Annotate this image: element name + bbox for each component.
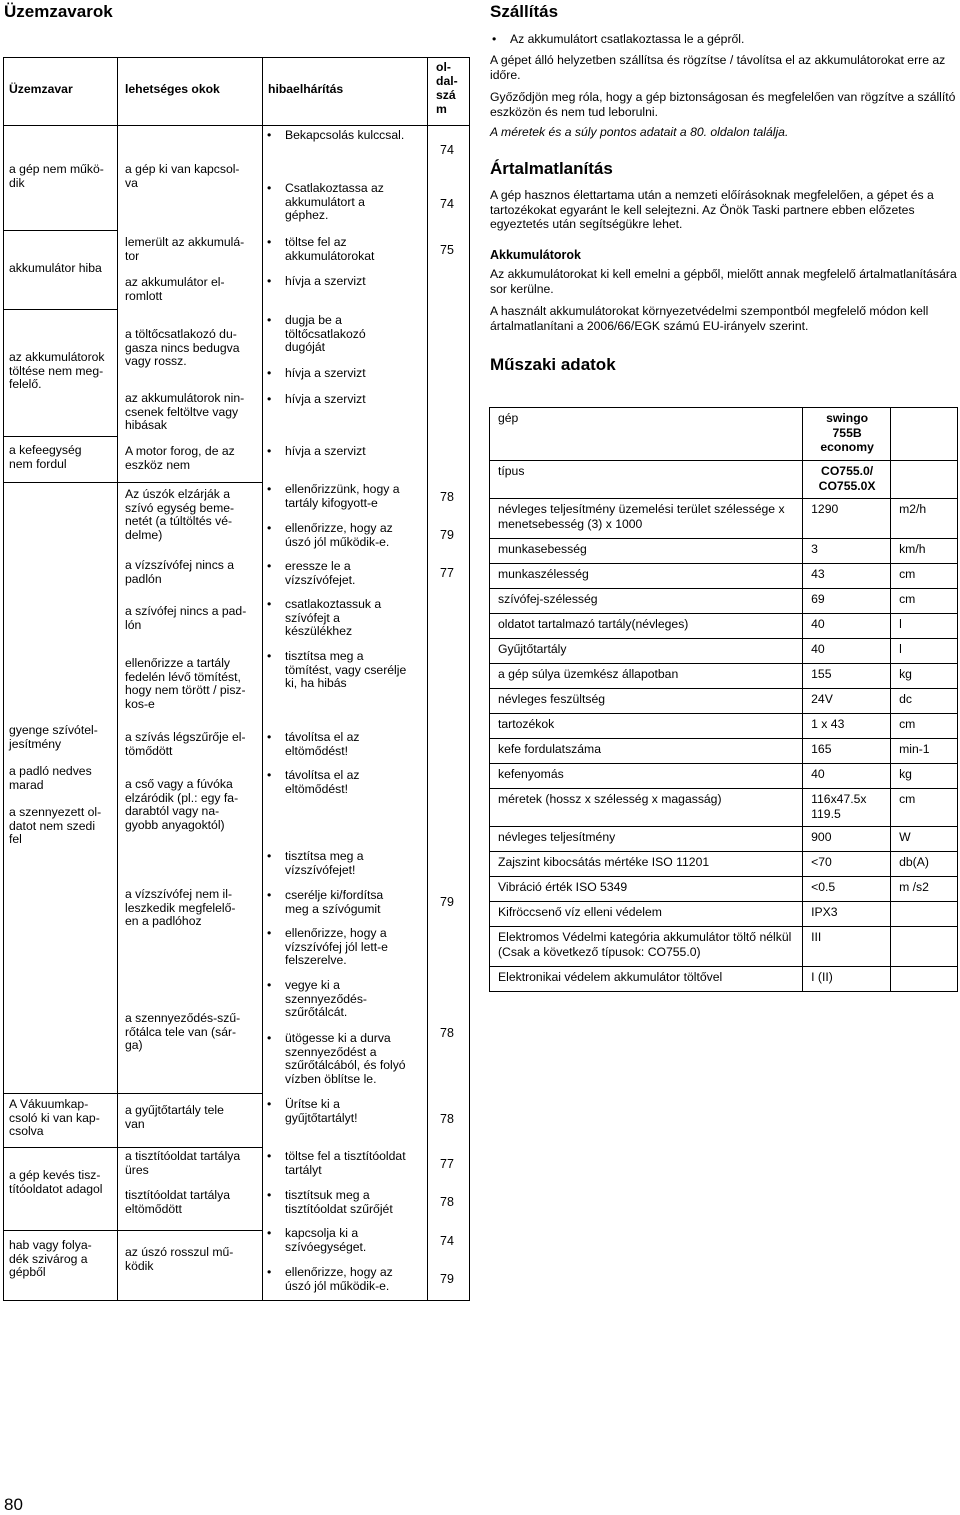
spec-label: Elektronikai védelem akkumulátor töltővel <box>490 967 803 992</box>
spec-row <box>490 827 958 852</box>
fault-item: az akkumulátorok töltése nem meg- felelő. <box>9 350 105 391</box>
battery-paragraph: Az akkumulátorokat ki kell emelni a gépből, mielőtt annak megfelelő ártalmatlanítására sor kerülne. <box>490 267 957 296</box>
spec-label: méretek (hossz x szélesség x magasság) <box>490 789 803 827</box>
remedy-item: • töltse fel a tisztítóoldat tartályt <box>265 1150 406 1177</box>
spec-unit: cm <box>891 789 958 827</box>
row-separator <box>117 482 263 483</box>
page-ref: 75 <box>440 243 454 257</box>
page-ref: 79 <box>440 528 454 542</box>
spec-label: Zajszint kibocsátás mértéke ISO 11201 <box>490 852 803 877</box>
spec-label: Gyűjtőtartály <box>490 639 803 664</box>
cause-item: tisztítóoldat tartálya eltömődött <box>125 1188 230 1216</box>
spec-unit <box>891 461 958 499</box>
fault-item: a gép nem műkö- dik <box>9 162 104 190</box>
cause-item: az akkumulátor el- romlott <box>125 275 225 303</box>
fault-item: a gép kevés tisz- títóoldatot adagol <box>9 1168 103 1196</box>
row-separator <box>117 1230 263 1231</box>
spec-label: oldatot tartalmazó tartály(névleges) <box>490 614 803 639</box>
spec-label: kefenyomás <box>490 764 803 789</box>
fault-item: a szennyezett ol- datot nem szedi fel <box>9 805 102 846</box>
battery-paragraph: A használt akkumulátorokat környezetvédelmi szempontból megfelelő módon kell ártalmatlanítani a 2006/66/EGK számú EU-irányelv szerint. <box>490 304 929 333</box>
spec-value: 155 <box>803 664 891 689</box>
page-ref: 74 <box>440 143 454 157</box>
table-bottom-border <box>3 1300 469 1301</box>
transport-note: A méretek és a súly pontos adatait a 80. oldalon találja. <box>490 125 789 139</box>
spec-row <box>490 461 958 499</box>
spec-unit <box>891 967 958 992</box>
spec-label: kefe fordulatszáma <box>490 739 803 764</box>
transport-paragraph: A gépet álló helyzetben szállítsa és rögzítse / távolítsa el az akkumulátorokat erre az időre. <box>490 53 946 82</box>
remedy-item: • töltse fel az akkumulátorokat <box>265 236 374 263</box>
spec-unit: W <box>891 827 958 852</box>
tech-data-heading: Műszaki adatok <box>490 355 616 374</box>
remedy-item: • ütögesse ki a durva szennyeződést a szűrőtálcából, és folyó vízben öblítse le. <box>265 1032 406 1086</box>
table-header-border <box>3 125 469 126</box>
header-fault: Üzemzavar <box>9 82 73 96</box>
page-ref: 77 <box>440 566 454 580</box>
remedy-item: • hívja a szervizt <box>265 367 366 381</box>
spec-row <box>490 789 958 827</box>
spec-label: a gép súlya üzemkész állapotban <box>490 664 803 689</box>
disposal-paragraph: A gép hasznos élettartama után a nemzeti előírásoknak megfelelően, a gépet és a tartozékokat egyaránt le kell selejtezni. Az Önök Taski partnere ebben előzetes egyeztetés után segítségükre lehet. <box>490 188 934 231</box>
spec-row <box>490 589 958 614</box>
cause-item: Az úszók elzárják a szívó egység beme- netét (a túltöltés vé- delme) <box>125 487 235 542</box>
remedy-item: • Csatlakoztassa az akkumulátort a géphez. <box>265 182 384 223</box>
spec-label: névleges teljesítmény <box>490 827 803 852</box>
spec-unit: l <box>891 639 958 664</box>
cause-item: a töltőcsatlakozó du- gasza nincs bedugva vagy rossz. <box>125 327 240 368</box>
page-ref: 78 <box>440 1026 454 1040</box>
spec-label: Elektromos Védelmi kategória akkumulátor töltő nélkül (Csak a következő típusok: CO755.0) <box>490 927 803 967</box>
cause-item: a tisztítóoldat tartálya üres <box>125 1149 241 1177</box>
spec-label: névleges teljesítmény üzemelési terület szélessége x menetsebesség (3) x 1000 <box>490 499 803 539</box>
cause-item: az úszó rosszul mű- ködik <box>125 1245 234 1273</box>
disposal-heading: Ártalmatlanítás <box>490 159 613 178</box>
cause-item: a szívófej nincs a pad- lón <box>125 604 247 632</box>
spec-label: névleges feszültség <box>490 689 803 714</box>
spec-row <box>490 927 958 967</box>
spec-row <box>490 739 958 764</box>
spec-value: I (II) <box>803 967 891 992</box>
cause-item: A motor forog, de az eszköz nem <box>125 444 235 472</box>
spec-value: <70 <box>803 852 891 877</box>
spec-value: 40 <box>803 764 891 789</box>
spec-unit: min-1 <box>891 739 958 764</box>
page-ref: 78 <box>440 490 454 504</box>
page-number: 80 <box>4 1495 23 1514</box>
table-top-border <box>3 57 469 58</box>
header-remedy: hibaelhárítás <box>268 82 344 96</box>
spec-value: 1 x 43 <box>803 714 891 739</box>
remedy-item: • ellenőrizze, hogy az úszó jól működik-e. <box>265 1266 393 1293</box>
spec-unit: cm <box>891 714 958 739</box>
remedy-item: • kapcsolja ki a szívóegységet. <box>265 1227 366 1254</box>
remedy-item: • eressze le a vízszívófejet. <box>265 560 355 587</box>
spec-label: munkasebesség <box>490 539 803 564</box>
transport-paragraph: Győződjön meg róla, hogy a gép biztonságosan és megfelelően van rögzítve a szállító eszközön és nem tud leborulni. <box>490 90 956 119</box>
spec-row <box>490 764 958 789</box>
cause-item: a szívás légszűrője el- tömődött <box>125 730 246 758</box>
remedy-item: • dugja be a töltőcsatlakozó dugóját <box>265 314 366 355</box>
spec-unit: km/h <box>891 539 958 564</box>
spec-value: 40 <box>803 614 891 639</box>
spec-unit: kg <box>891 764 958 789</box>
cause-item: az akkumulátorok nin- csenek feltöltve vagy hibásak <box>125 391 245 432</box>
cause-item: a gép ki van kapcsol- va <box>125 162 240 190</box>
row-separator <box>3 1230 118 1231</box>
remedy-item: • hívja a szervizt <box>265 275 366 289</box>
spec-label: szívófej-szélesség <box>490 589 803 614</box>
table-col-line <box>117 57 118 1301</box>
cause-item: a gyűjtőtartály tele van <box>125 1103 224 1131</box>
spec-value: 24V <box>803 689 891 714</box>
fault-item: a kefeegység nem fordul <box>9 443 82 471</box>
spec-label: munkaszélesség <box>490 564 803 589</box>
spec-value: <0.5 <box>803 877 891 902</box>
table-col-line <box>469 57 470 1301</box>
spec-row <box>490 564 958 589</box>
fault-item: akkumulátor hiba <box>9 261 102 275</box>
page-ref: 74 <box>440 197 454 211</box>
header-causes: lehetséges okok <box>125 82 220 96</box>
page-ref: 74 <box>440 1234 454 1248</box>
remedy-item: • hívja a szervizt <box>265 445 366 459</box>
row-separator <box>3 482 118 483</box>
spec-row <box>490 689 958 714</box>
spec-label: gép <box>490 408 803 461</box>
spec-value: 69 <box>803 589 891 614</box>
remedy-item: • hívja a szervizt <box>265 393 366 407</box>
spec-value: swingo 755B economy <box>803 408 891 461</box>
cause-item: lemerült az akkumulá- tor <box>125 235 245 263</box>
remedy-item: • vegye ki a szennyeződés- szűrőtálcát. <box>265 979 367 1020</box>
spec-unit: cm <box>891 564 958 589</box>
battery-heading: Akkumulátorok <box>490 248 581 262</box>
spec-value: 900 <box>803 827 891 852</box>
remedy-item: • ellenőrizze, hogy a vízszívófej jól lett-e felszerelve. <box>265 927 388 968</box>
page-title: Üzemzavarok <box>4 2 113 21</box>
spec-row <box>490 902 958 927</box>
spec-value: IPX3 <box>803 902 891 927</box>
spec-unit <box>891 902 958 927</box>
table-col-line <box>262 57 263 1301</box>
spec-row <box>490 664 958 689</box>
fault-item: hab vagy folya- dék szivárog a gépből <box>9 1238 92 1279</box>
table-col-line <box>427 57 428 1301</box>
remedy-item: • tisztítsuk meg a tisztítóoldat szűrőjét <box>265 1189 393 1216</box>
remedy-item: • tisztítsa meg a tömítést, vagy cserélje ki, ha hibás <box>265 650 406 691</box>
spec-unit: cm <box>891 589 958 614</box>
spec-row <box>490 877 958 902</box>
spec-label: Vibráció érték ISO 5349 <box>490 877 803 902</box>
spec-unit <box>891 927 958 967</box>
spec-unit: kg <box>891 664 958 689</box>
remedy-item: • tisztítsa meg a vízszívófejet! <box>265 850 364 877</box>
spec-row <box>490 639 958 664</box>
spec-value: 116x47.5x 119.5 <box>803 789 891 827</box>
spec-label: típus <box>490 461 803 499</box>
fault-item: A Vákuumkap- csoló ki van kap- csolva <box>9 1097 100 1138</box>
remedy-item: • ellenőrizze, hogy az úszó jól működik-e. <box>265 522 393 549</box>
fault-item: a padló nedves marad <box>9 764 92 792</box>
spec-row <box>490 539 958 564</box>
spec-unit: db(A) <box>891 852 958 877</box>
spec-value: 3 <box>803 539 891 564</box>
spec-unit: m2/h <box>891 499 958 539</box>
remedy-item: • távolítsa el az eltömődést! <box>265 769 360 796</box>
spec-row <box>490 408 958 461</box>
cause-item: a cső vagy a fúvóka elzáródik (pl.: egy fa- darabtól vagy na- gyobb anyagoktól) <box>125 777 239 832</box>
spec-row <box>490 614 958 639</box>
remedy-item: • cserélje ki/fordítsa meg a szívógumit <box>265 889 383 916</box>
spec-value: 43 <box>803 564 891 589</box>
spec-unit: l <box>891 614 958 639</box>
spec-value: 165 <box>803 739 891 764</box>
row-separator <box>117 1093 263 1094</box>
transport-heading: Szállítás <box>490 2 559 21</box>
row-separator <box>117 1147 263 1148</box>
page-ref: 78 <box>440 1112 454 1126</box>
remedy-item: • csatlakoztassuk a szívófejt a készülékhez <box>265 598 381 639</box>
page-ref: 77 <box>440 1157 454 1171</box>
spec-value: 1290 <box>803 499 891 539</box>
row-separator <box>3 1093 118 1094</box>
cause-item: a vízszívófej nem il- leszkedik megfelelő- en a padlóhoz <box>125 887 236 928</box>
table-col-line <box>3 57 4 1301</box>
cause-item: a szennyeződés-szű- rőtálca tele van (sár- ga) <box>125 1011 241 1052</box>
spec-label: Kifröccsenő víz elleni védelem <box>490 902 803 927</box>
spec-row <box>490 499 958 539</box>
tech-spec-table <box>489 407 958 992</box>
page-ref: 79 <box>440 895 454 909</box>
spec-label: tartozékok <box>490 714 803 739</box>
remedy-item: • Ürítse ki a gyűjtőtartályt! <box>265 1098 357 1125</box>
spec-unit: m /s2 <box>891 877 958 902</box>
spec-row <box>490 714 958 739</box>
fault-item: gyenge szívótel- jesítmény <box>9 723 98 751</box>
spec-row <box>490 967 958 992</box>
transport-bullet: • Az akkumulátort csatlakoztassa le a gépről. <box>490 33 744 47</box>
spec-value: CO755.0/ CO755.0X <box>803 461 891 499</box>
spec-row <box>490 852 958 877</box>
spec-unit <box>891 408 958 461</box>
spec-value: 40 <box>803 639 891 664</box>
cause-item: ellenőrizze a tartály fedelén lévő tömítést, hogy nem törött / pisz- kos-e <box>125 656 246 711</box>
cause-item: a vízszívófej nincs a padlón <box>125 558 235 586</box>
remedy-item: • távolítsa el az eltömődést! <box>265 731 360 758</box>
row-separator <box>3 230 118 231</box>
remedy-item: • Bekapcsolás kulccsal. <box>265 129 404 143</box>
spec-value: III <box>803 927 891 967</box>
remedy-item: • ellenőrizzünk, hogy a tartály kifogyott-e <box>265 483 400 510</box>
page-ref: 78 <box>440 1195 454 1209</box>
page-ref: 79 <box>440 1272 454 1286</box>
row-separator <box>3 436 118 437</box>
row-separator <box>3 309 118 310</box>
spec-unit: dc <box>891 689 958 714</box>
header-page: ol- dal- szá m <box>436 60 458 116</box>
row-separator <box>3 1147 118 1148</box>
